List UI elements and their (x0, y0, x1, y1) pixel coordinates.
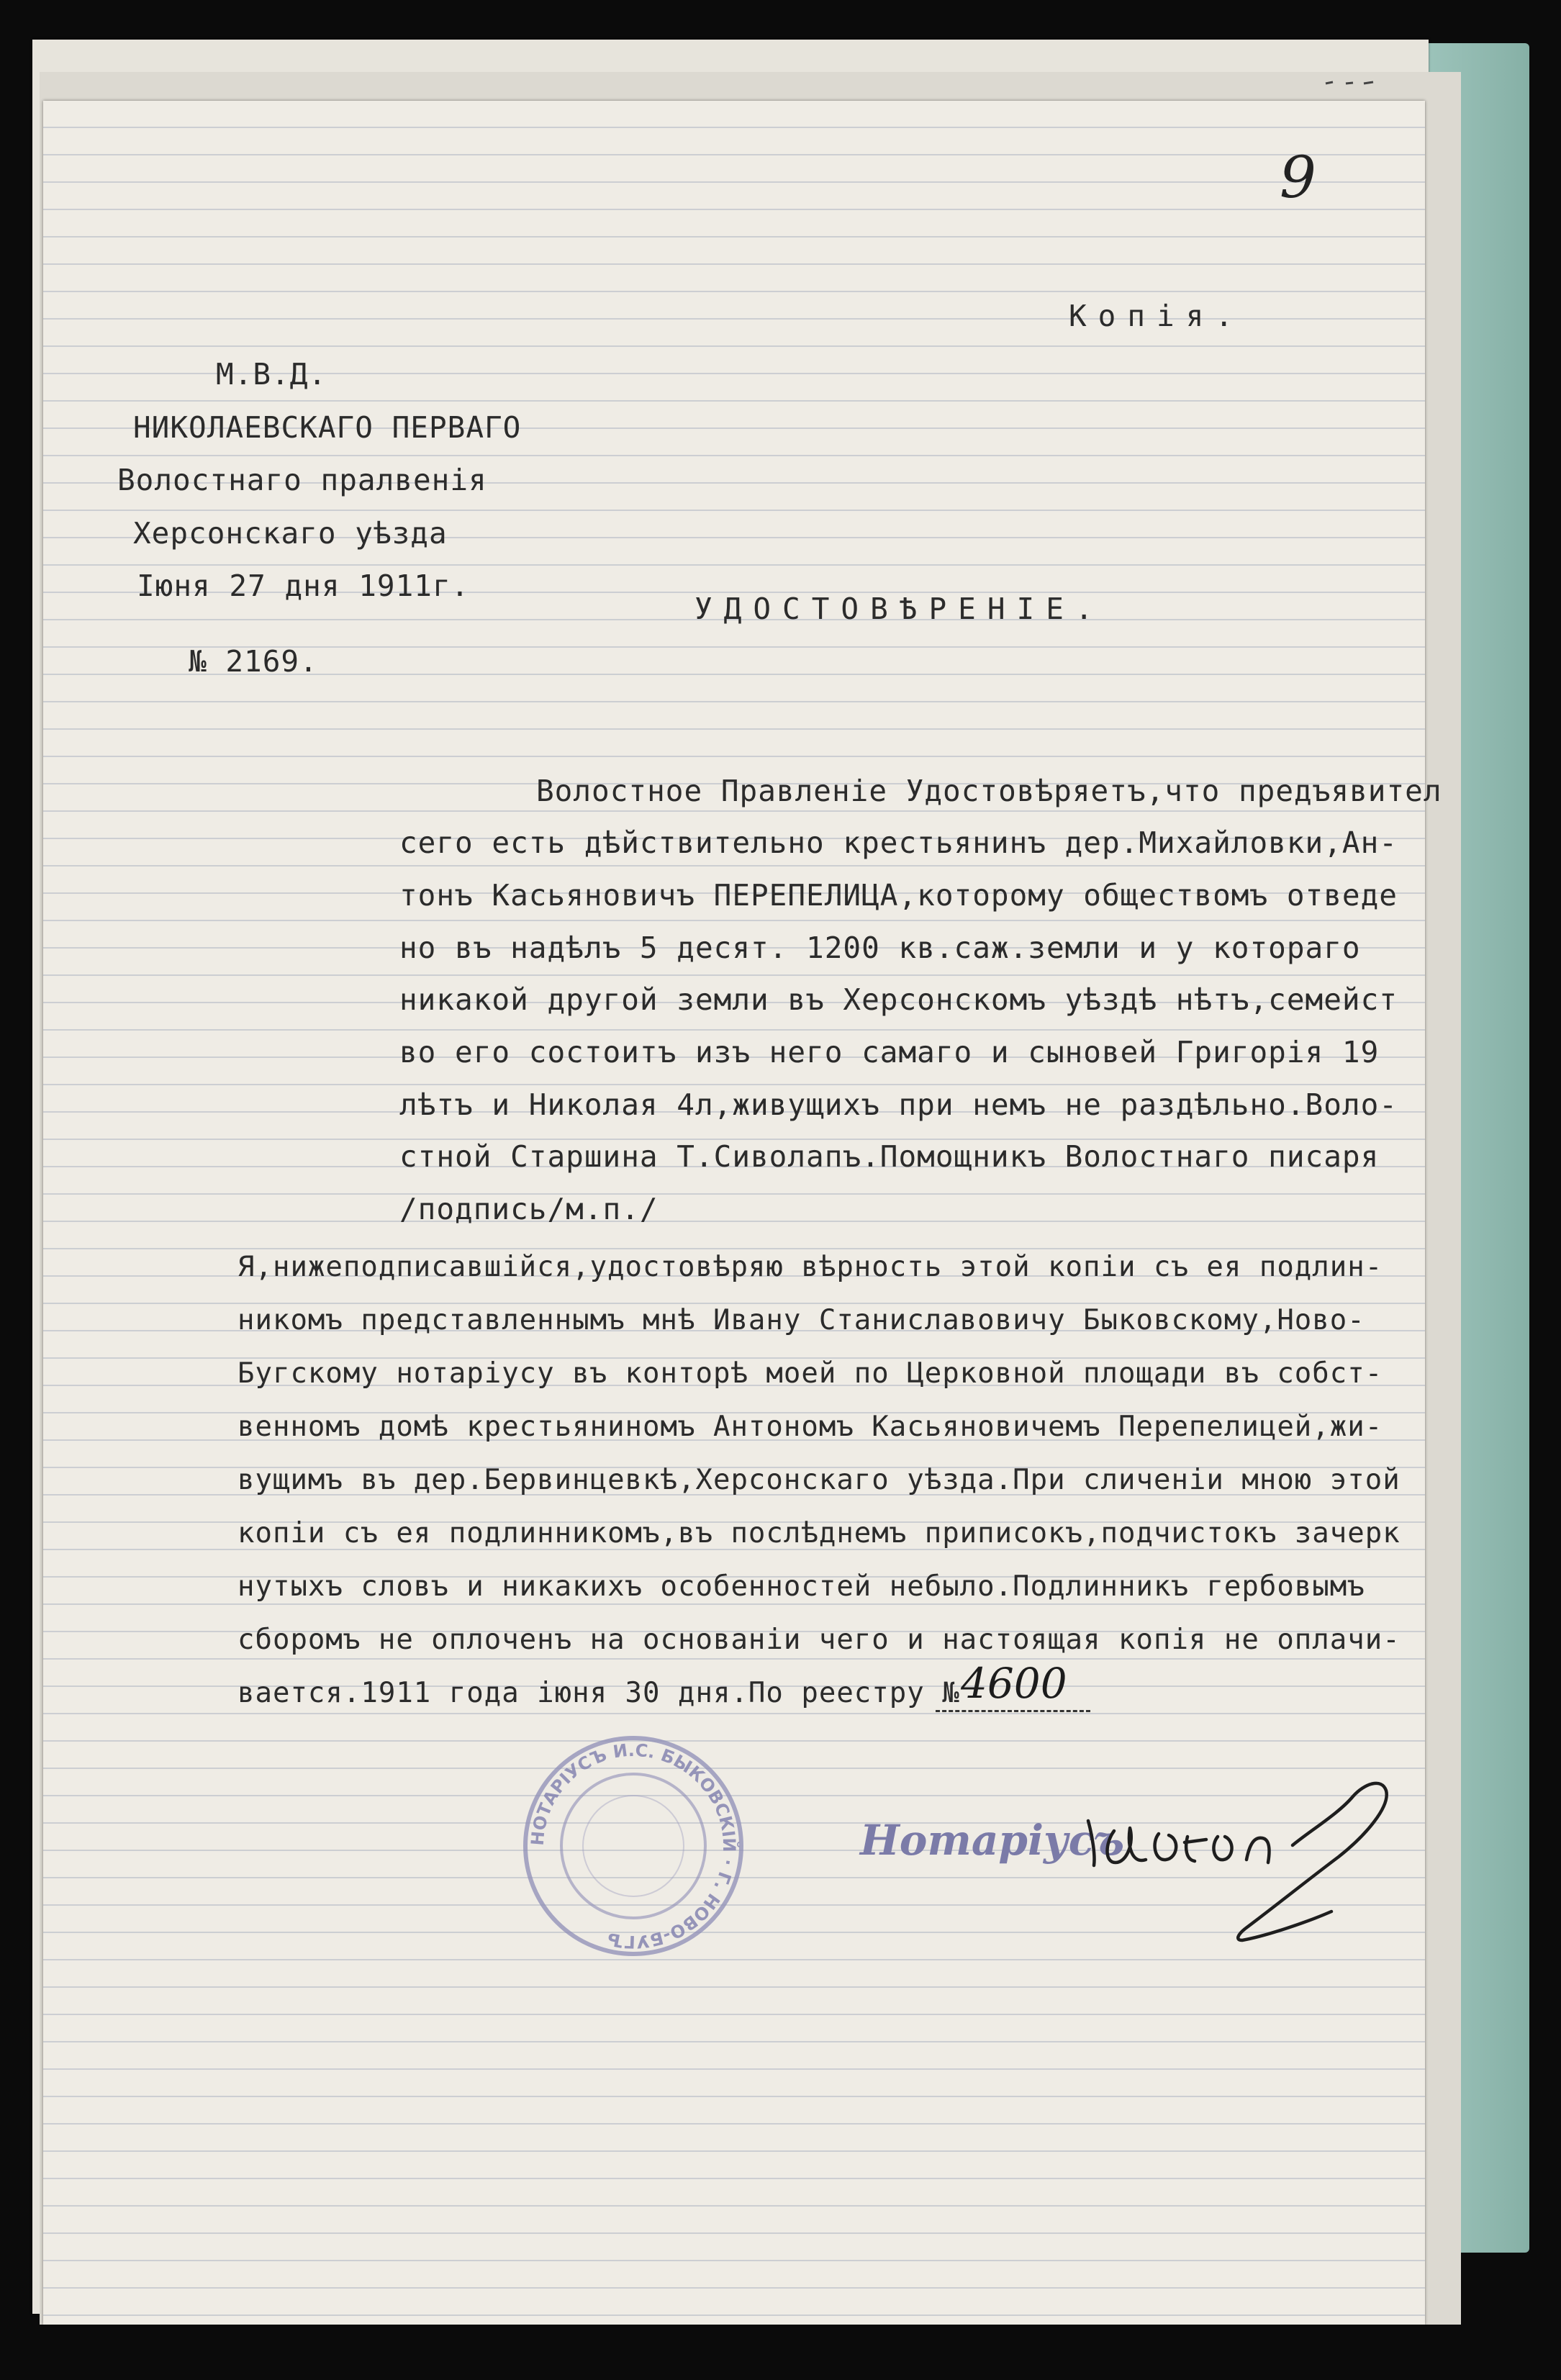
body-line: во его состоитъ изъ него самаго и сыновей Григорія 19 (399, 1035, 1380, 1069)
notary-line: вущимъ въ дер.Бервинцевкѣ,Херсонскаго уѣзда.При сличеніи мною этой (237, 1464, 1401, 1496)
body-line: Волостное Правленіе Удостовѣряетъ,что предъявител (536, 774, 1442, 808)
copy-mark: Копія. (1069, 299, 1245, 333)
body-line: /подпись/м.п./ (399, 1192, 659, 1226)
header-board: Волостнаго пралвенія (117, 463, 487, 497)
svg-text:НОТАРІУСЪ И.С. БЫКОВСКІЙ · Г. (528, 1740, 740, 1952)
header-ministry: М.В.Д. (216, 357, 327, 392)
notary-line: Бугскому нотаріусу въ конторѣ моей по Церковной площади въ собст- (237, 1357, 1383, 1390)
seal-text: НОТАРІУСЪ И.С. БЫКОВСКІЙ · Г. НОВО-БУГЪ (527, 1739, 740, 1953)
body-line: сего есть дѣйствительно крестьянинъ дер.Михайловки,Ан- (399, 825, 1398, 860)
notary-line: никомъ представленнымъ мнѣ Ивану Станиславовичу Быковскому,Ново- (237, 1304, 1365, 1336)
edge-mark-icon (1324, 79, 1375, 86)
notary-line: сборомъ не оплоченъ на основаніи чего и настоящая копія не оплачи- (237, 1624, 1401, 1656)
document-title: УДОСТОВѢРЕНІЕ. (694, 592, 1105, 626)
body-line: но въ надѣлъ 5 десят. 1200 кв.саж.земли и у котораго (399, 931, 1361, 965)
body-line: никакой другой земли въ Херсонскомъ уѣздѣ нѣтъ,семейст (399, 982, 1398, 1017)
notary-line: венномъ домѣ крестьяниномъ Антономъ Касьяновичемъ Перепелицей,жи- (237, 1411, 1383, 1443)
notary-stamp-text: Нотаріусъ (860, 1816, 1125, 1865)
register-number: 4600 (961, 1659, 1067, 1708)
notary-line: вается.1911 года іюня 30 дня.По реестру № (237, 1677, 960, 1709)
header-district: Херсонскаго уѣзда (133, 516, 448, 551)
body-line: тонъ Касьяновичъ ПЕРЕПЕЛИЦА,которому обществомъ отведе (399, 878, 1398, 913)
notary-line: нутыхъ словъ и никакихъ особенностей небыло.Подлинникъ гербовымъ (237, 1570, 1365, 1603)
notary-seal-icon (515, 1727, 752, 1965)
header-administration: НИКОЛАЕВСКАГО ПЕРВАГО (133, 410, 522, 445)
header-number: № 2169. (189, 644, 318, 679)
notary-line: копіи съ ея подлинникомъ,въ послѣднемъ приписокъ,подчистокъ зачерк (237, 1517, 1401, 1549)
body-line: лѣтъ и Николая 4л,живущихъ при немъ не раздѣльно.Воло- (399, 1087, 1398, 1122)
folio-number: 9 (1280, 144, 1316, 211)
notary-line: Я,нижеподписавшійся,удостовѣряю вѣрность этой копіи съ ея подлин- (237, 1251, 1383, 1283)
notary-signature-icon (1080, 1770, 1425, 1965)
body-line: стной Старшина Т.Сиволапъ.Помощникъ Волостнаго писаря (399, 1139, 1380, 1174)
register-underline (936, 1710, 1090, 1712)
header-date: Іюня 27 дня 1911г. (137, 569, 470, 603)
